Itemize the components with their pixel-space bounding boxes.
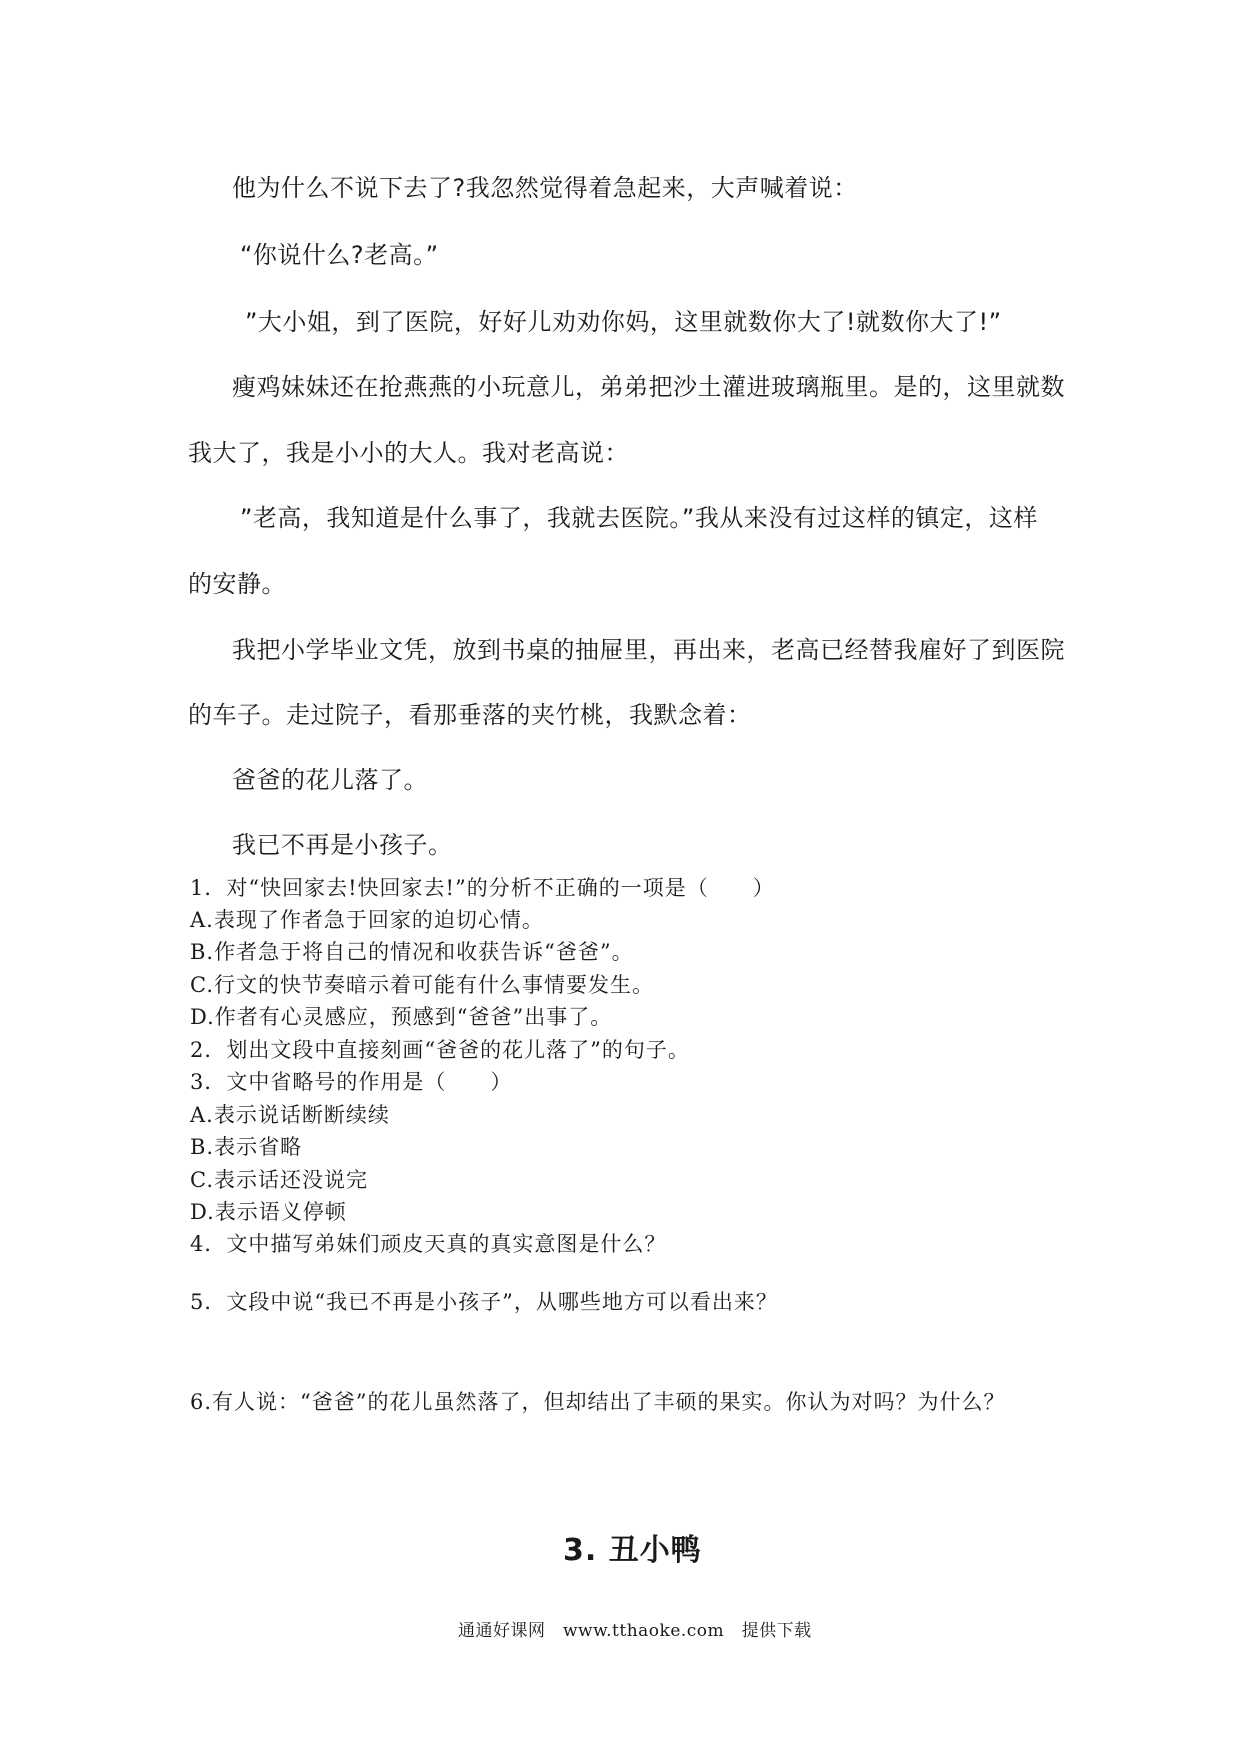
option-line: A.表现了作者急于回家的迫切心情。 (190, 908, 544, 932)
page-footer: 通通好课网 www.tthaoke.com 提供下载 (458, 1621, 812, 1641)
option-line: B.作者急于将自己的情况和收获告诉“爸爸”。 (190, 940, 634, 964)
passage-line: 我把小学毕业文凭，放到书桌的抽屉里，再出来，老高已经替我雇好了到医院 (232, 636, 1065, 664)
question-line: 5．文段中说“我已不再是小孩子”，从哪些地方可以看出来？ (190, 1290, 778, 1314)
passage-line: 的安静。 (188, 570, 286, 598)
passage-line: 的车子。走过院子，看那垂落的夹竹桃，我默念着： (188, 701, 752, 729)
section-title: 3. 丑小鸭 (563, 1533, 702, 1568)
question-line: 4．文中描写弟妹们顽皮天真的真实意图是什么？ (190, 1232, 667, 1256)
question-line: 1．对“快回家去!快回家去!”的分析不正确的一项是（ ） (190, 876, 775, 900)
passage-line: 他为什么不说下去了?我忽然觉得着急起来，大声喊着说： (232, 174, 858, 202)
passage-line: 爸爸的花儿落了。 (232, 766, 428, 794)
option-line: C.表示话还没说完 (190, 1168, 368, 1192)
option-line: B.表示省略 (190, 1135, 303, 1159)
passage-line: ”老高，我知道是什么事了，我就去医院。”我从来没有过这样的镇定，这样 (240, 504, 1038, 532)
passage-line: 我大了，我是小小的大人。我对老高说： (188, 439, 629, 467)
question-line: 6.有人说：“爸爸”的花儿虽然落了，但却结出了丰硕的果实。你认为对吗？为什么？ (190, 1390, 1006, 1414)
option-line: D.表示语义停顿 (190, 1200, 347, 1224)
passage-line: 我已不再是小孩子。 (232, 831, 453, 859)
passage-line: “你说什么?老高。” (240, 241, 439, 269)
option-line: C.行文的快节奏暗示着可能有什么事情要发生。 (190, 973, 654, 997)
question-line: 2．划出文段中直接刻画“爸爸的花儿落了”的句子。 (190, 1038, 690, 1062)
passage-line: 瘦鸡妹妹还在抢燕燕的小玩意儿，弟弟把沙土灌进玻璃瓶里。是的，这里就数 (232, 373, 1065, 401)
option-line: D.作者有心灵感应，预感到“爸爸”出事了。 (190, 1005, 613, 1029)
question-line: 3．文中省略号的作用是（ ） (190, 1070, 513, 1094)
option-line: A.表示说话断断续续 (190, 1103, 390, 1127)
passage-line: ”大小姐，到了医院，好好儿劝劝你妈，这里就数你大了!就数你大了!” (245, 308, 1002, 336)
